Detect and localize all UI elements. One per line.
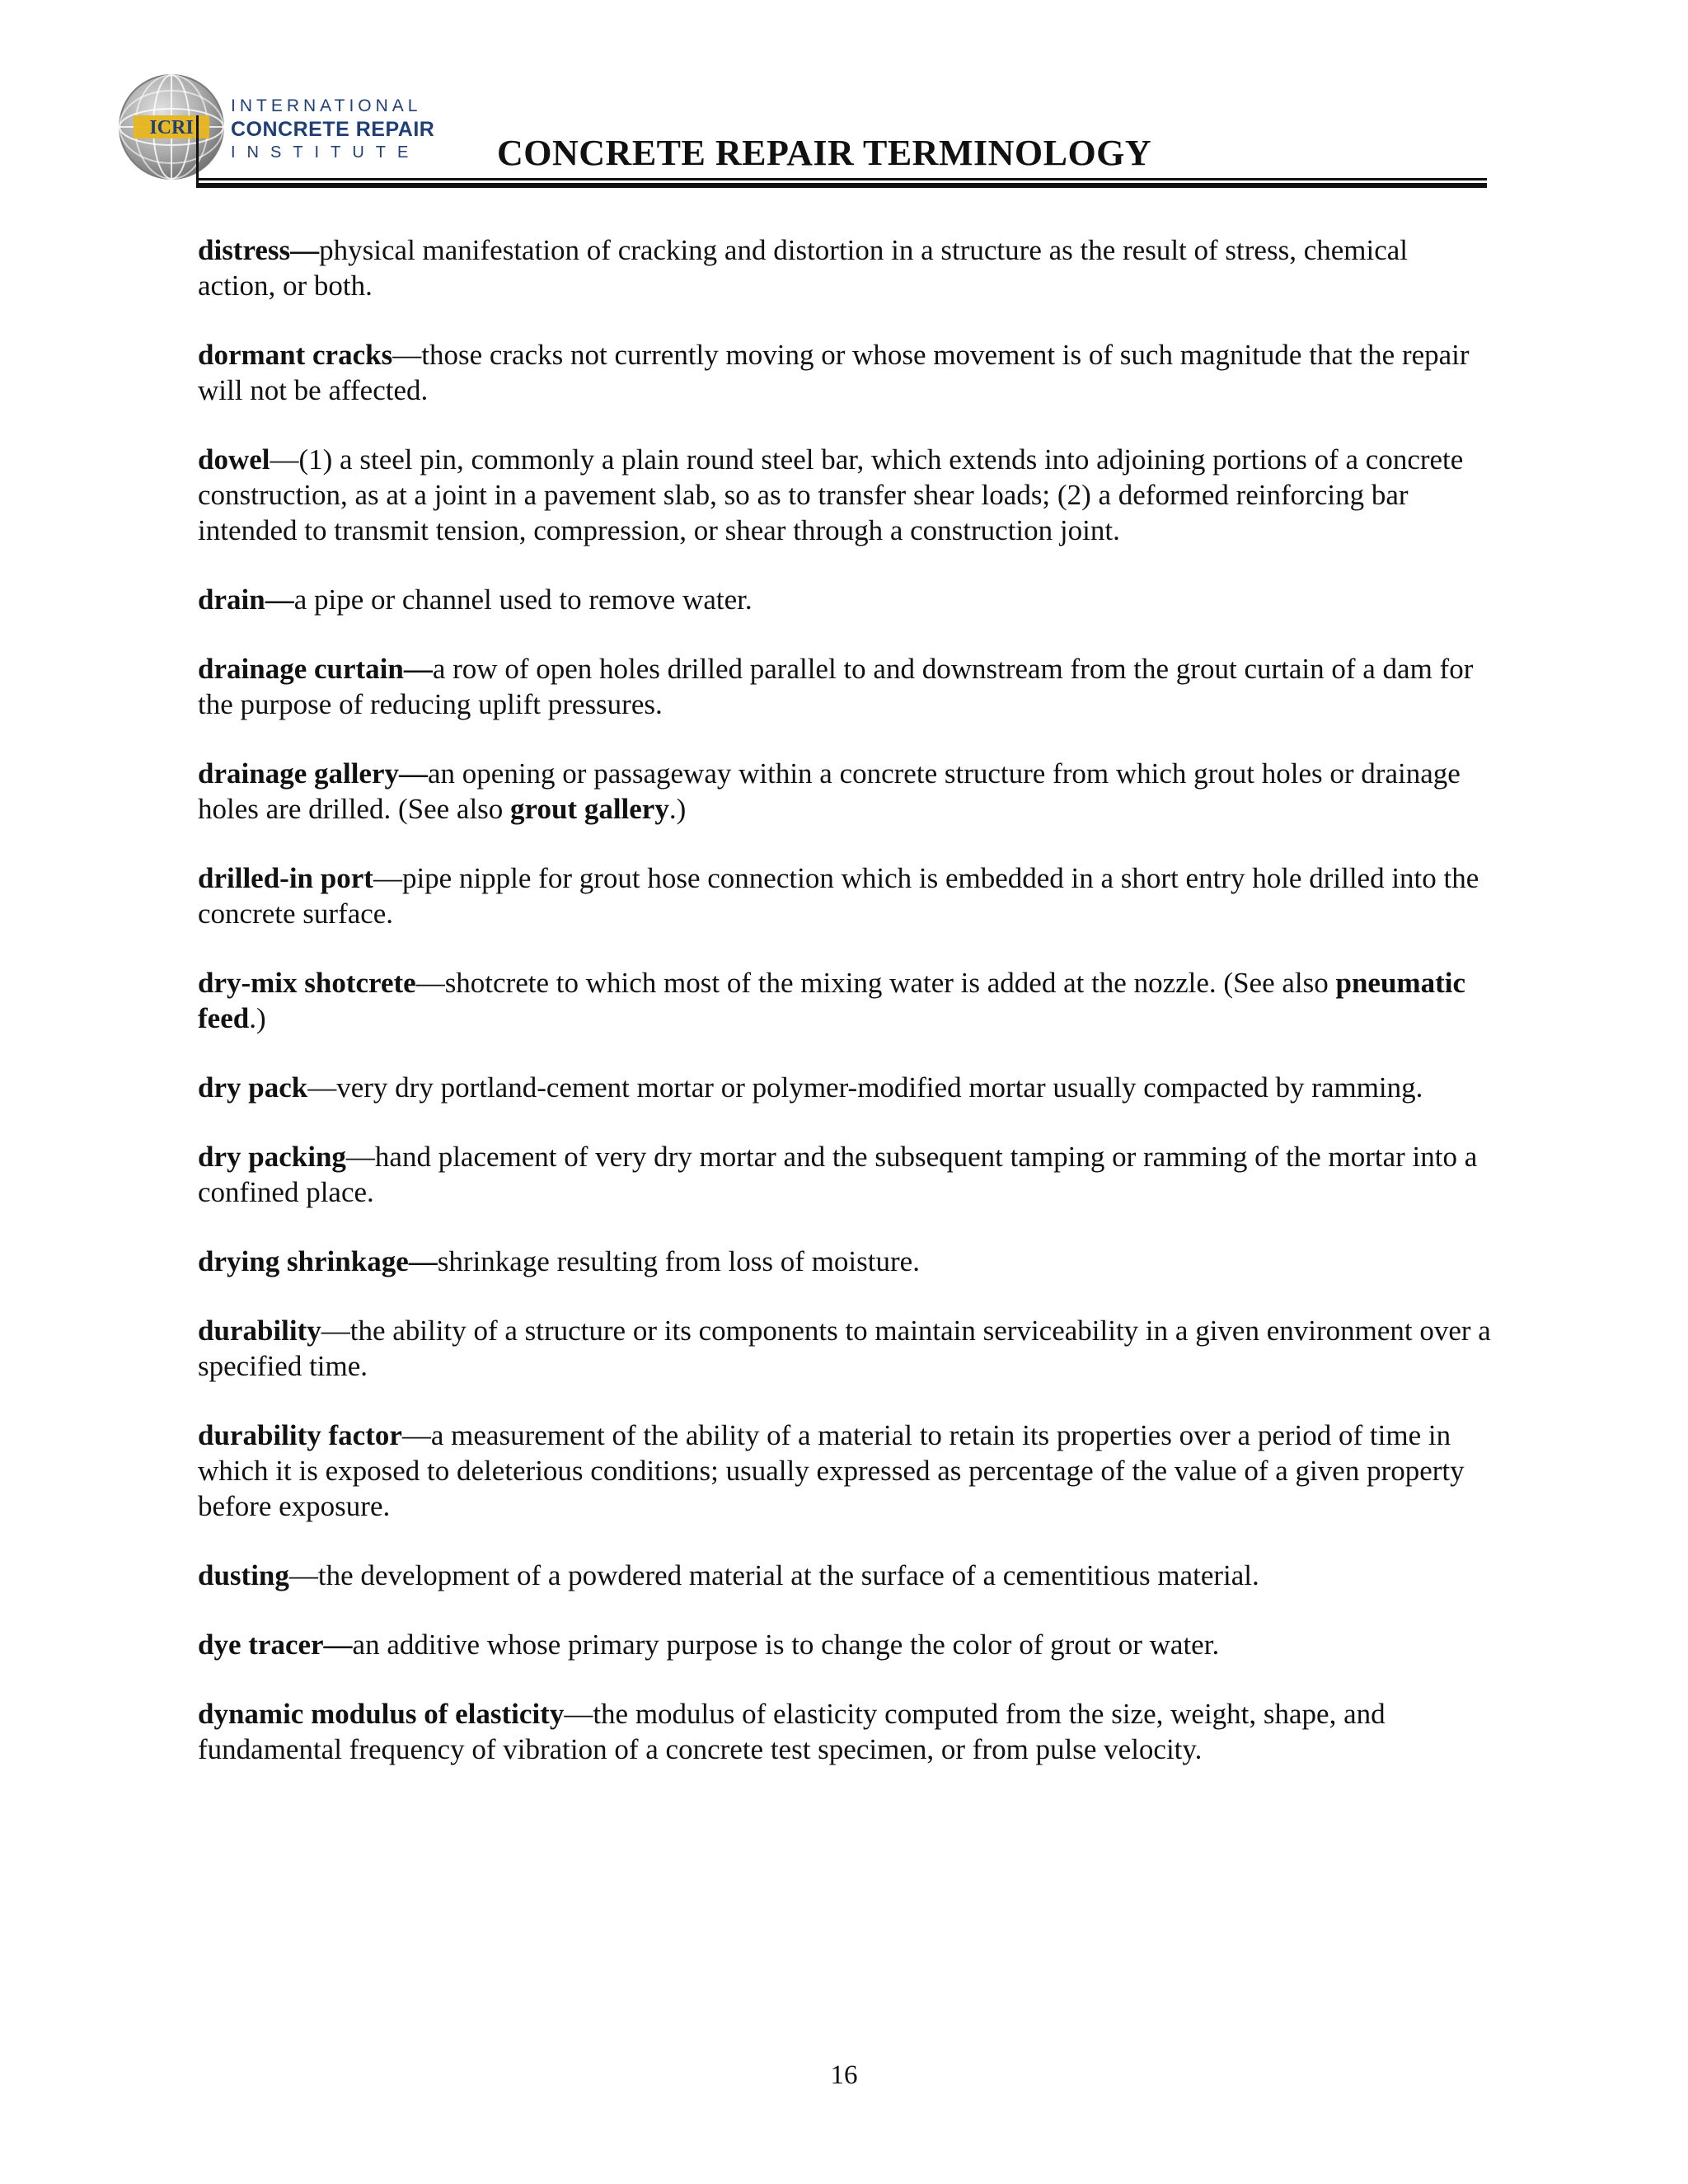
entry-definition: a pipe or channel used to remove water. [293,583,753,616]
logo-wordmark [231,96,434,163]
entry-term: dusting [198,1559,289,1591]
entry-definition: —a measurement of the ability of a material to retain its properties over a period of time in which it is exposed to deleterious conditions; usually expressed as percentage of the value of a given property before exposure. [198,1419,1465,1522]
entry-term: drying shrinkage— [198,1245,438,1277]
glossary-entry [198,1627,1492,1662]
entry-definition: shrinkage resulting from loss of moisture. [437,1245,920,1277]
entry-definition: —very dry portland-cement mortar or polymer-modified mortar usually compacted by ramming. [307,1071,1423,1104]
entry-definition: a row of open holes drilled parallel to and downstream from the grout curtain of a dam for the purpose of reducing uplift pressures. [198,653,1474,720]
see-also-term: grout gallery [510,793,669,825]
header-vertical-divider [196,115,199,188]
entry-term: dry-mix shotcrete [198,967,416,999]
entry-definition: an opening or passageway within a concrete structure from which grout holes or drainage holes are drilled. (See also [198,757,1461,825]
entry-term: drainage curtain— [198,653,433,685]
entry-term: dowel [198,443,270,476]
entry-definition: —the development of a powdered material at the surface of a cementitious material. [288,1559,1259,1591]
glossary-entry [198,1313,1492,1384]
glossary-entry [198,232,1492,303]
glossary-entry [198,860,1492,931]
entry-term: distress— [198,234,320,266]
header-rule-thin [196,178,1487,180]
glossary-entry [198,1139,1492,1210]
entry-definition-end: .) [668,793,687,825]
glossary-entry [198,1070,1492,1105]
glossary-entry [198,965,1492,1036]
entry-term: drain— [198,583,294,616]
glossary-entry [198,442,1492,548]
entry-definition: physical manifestation of cracking and distortion in a structure as the result of stress, chemical action, or both. [198,234,1409,302]
page-title: CONCRETE REPAIR TERMINOLOGY [497,133,1152,173]
glossary-entry [198,337,1492,408]
entry-term: dry pack [198,1071,308,1104]
entry-term: drainage gallery— [198,757,428,790]
entry-term: dynamic modulus of elasticity [198,1698,565,1730]
entry-term: dry packing [198,1141,346,1173]
glossary-entry [198,582,1492,617]
logo-line-international: INTERNATIONAL [231,96,422,115]
entry-definition: —the modulus of elasticity computed from the size, weight, shape, and fundamental frequency of vibration of a concrete test specimen, or from pulse velocity. [198,1698,1386,1765]
entry-term: dormant cracks [198,339,393,371]
see-also-term: pneumatic feed [198,967,1465,1034]
entry-definition: —(1) a steel pin, commonly a plain round steel bar, which extends into adjoining portions of a concrete construction, as at a joint in a pavement slab, so as to transfer shear loads; (2) a deformed reinforcing bar intended to transmit tension, compression, or shear through a construction joint. [198,443,1464,546]
glossary-entry [198,651,1492,722]
entry-definition: —pipe nipple for grout hose connection which is embedded in a short entry hole drilled into the concrete surface. [198,862,1479,930]
glossary-entries [198,232,1492,1801]
glossary-entry [198,1696,1492,1767]
logo-line-concrete-repair: CONCRETE REPAIR [231,118,435,141]
entry-definition: an additive whose primary purpose is to change the color of grout or water. [352,1629,1220,1661]
logo-badge-text: ICRI [149,117,194,138]
entry-definition-end: .) [249,1002,266,1034]
entry-term: durability factor [198,1419,402,1451]
entry-term: dye tracer— [198,1629,353,1661]
icri-globe-logo-icon [117,73,226,181]
page-header [0,0,1688,198]
entry-term: durability [198,1315,321,1347]
logo-line-institute: INSTITUTE [231,143,420,162]
entry-definition: —shotcrete to which most of the mixing water is added at the nozzle. (See also [415,967,1336,999]
entry-definition: —hand placement of very dry mortar and the subsequent tamping or ramming of the mortar into a confined place. [198,1141,1478,1208]
glossary-entry [198,1558,1492,1593]
page-number: 16 [830,2060,858,2090]
glossary-entry [198,1418,1492,1524]
glossary-entry [198,756,1492,827]
header-rule-thick [196,183,1487,188]
entry-term: drilled-in port [198,862,373,894]
entry-definition: —the ability of a structure or its components to maintain serviceability in a given environment over a specified time. [198,1315,1491,1382]
glossary-entry [198,1244,1492,1279]
entry-definition: —those cracks not currently moving or whose movement is of such magnitude that the repair will not be affected. [198,339,1470,406]
